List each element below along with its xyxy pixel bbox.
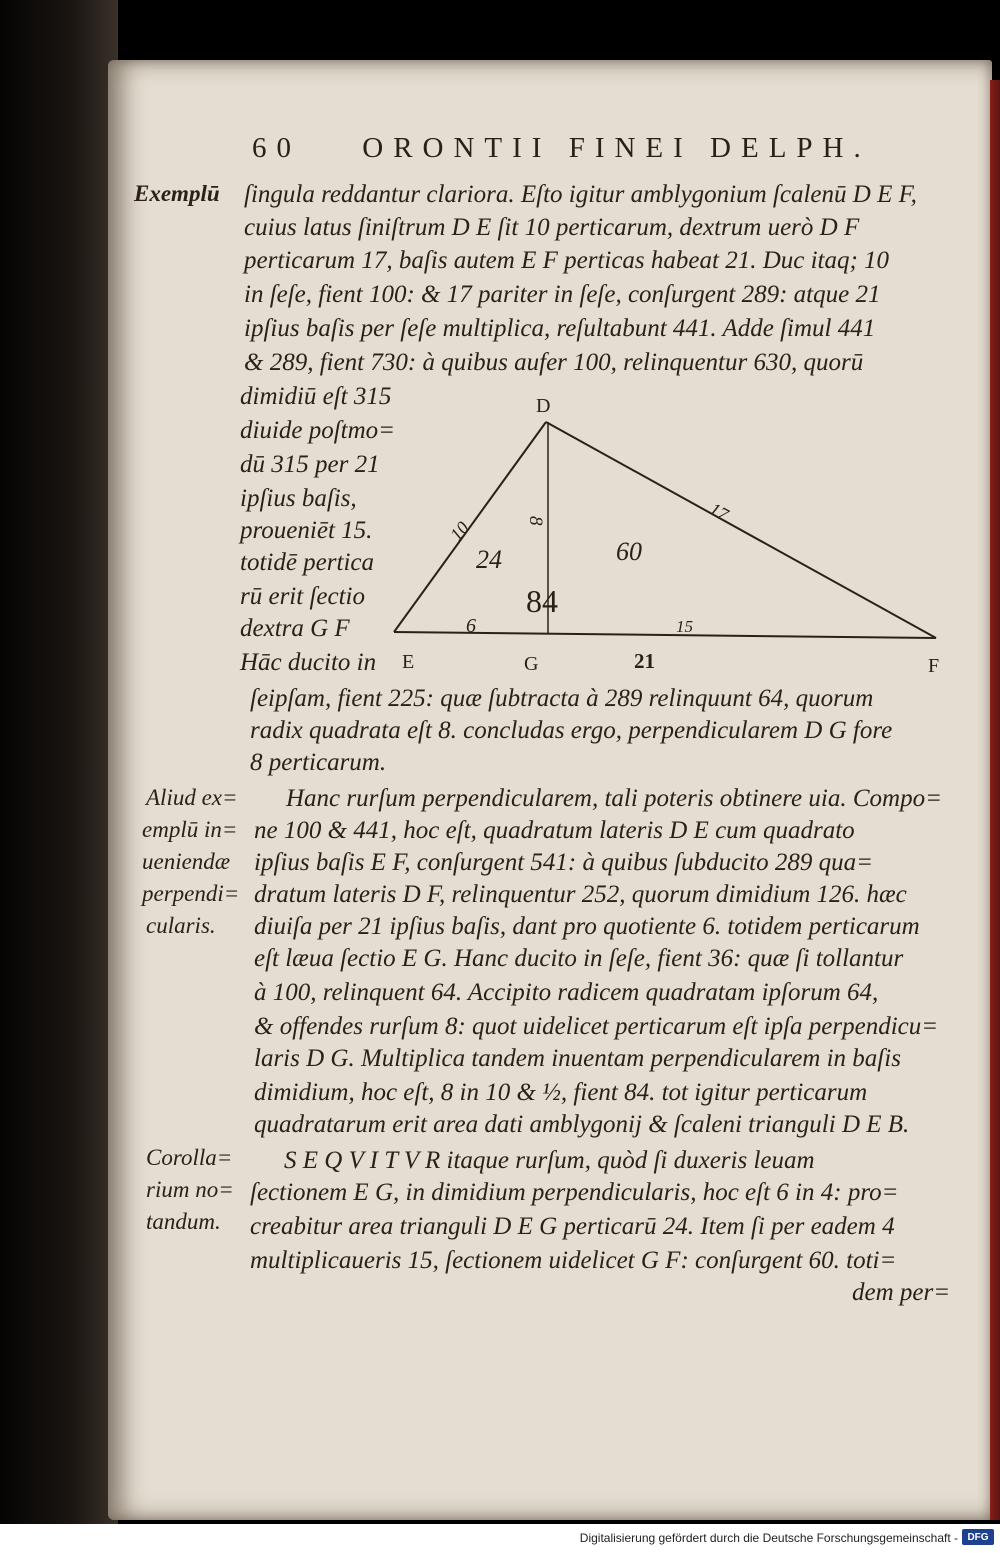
margin-note: ueniendæ (142, 849, 231, 874)
text-line: in ſeſe, fient 100: & 17 pariter in ſeſe, conſurgent 289: atque 21 (244, 281, 881, 308)
margin-note: perpendi= (142, 881, 240, 906)
footer-credit: Digitalisierung gefördert durch die Deutsche Forschungsgemeinschaft - (579, 1531, 958, 1545)
margin-note: emplū in= (142, 817, 238, 842)
label-right-area: 60 (616, 537, 642, 566)
dfg-logo: DFG (962, 1529, 994, 1545)
label-left-segment: 6 (466, 615, 476, 637)
text-line: S E Q V I T V R itaque rurſum, quòd ſi duxeris leuam (284, 1147, 815, 1174)
text-line: perticarum 17, baſis autem E F perticas habeat 21. Duc itaq; 10 (244, 247, 890, 274)
text-line: Hanc rurſum perpendicularem, tali poteris obtinere uia. Compo= (286, 785, 942, 812)
text-line: & 289, fient 730: à quibus aufer 100, relinquentur 630, quorū (244, 349, 864, 376)
text-line: ne 100 & 441, hoc eſt, quadratum lateris D E cum quadrato (254, 817, 855, 844)
text-line: diuiſa per 21 ipſius baſis, dant pro quotiente 6. totidem perticarum (254, 913, 920, 940)
text-line: creabitur area trianguli D E G perticarū 24. Item ſi per eadem 4 (250, 1213, 895, 1240)
text-line: à 100, relinquent 64. Accipito radicem quadratam ipſorum 64, (254, 979, 879, 1006)
side-de (394, 422, 546, 632)
text-line: radix quadrata eſt 8. concludas ergo, perpendicularem D G fore (250, 717, 893, 744)
page-edge (990, 80, 1000, 1520)
catchword: dem per= (852, 1279, 951, 1306)
margin-note: rium no= (146, 1177, 234, 1202)
side-text-line: totidē pertica (240, 549, 374, 576)
side-text-line: dū 315 per 21 (240, 451, 380, 478)
text-line: ipſius baſis E F, conſurgent 541: à quibus ſubducito 289 qua= (254, 849, 873, 876)
label-side-left: 10 (446, 517, 473, 545)
side-text-line: dimidiū eſt 315 (240, 383, 392, 410)
margin-note: Aliud ex= (146, 785, 238, 810)
text-line: 8 perticarum. (250, 749, 387, 776)
side-text-line: ipſius baſis, (240, 485, 357, 512)
page-number: 60 (252, 132, 301, 164)
label-d: D (536, 395, 551, 417)
label-side-right: 17 (706, 498, 732, 525)
label-total-area: 84 (526, 583, 558, 619)
triangle-diagram (380, 392, 960, 682)
label-height: 8 (525, 516, 546, 526)
side-text-line: Hāc ducito in (240, 649, 377, 676)
running-header (252, 132, 871, 165)
text-line: quadratarum erit area dati amblygonij & ſcaleni trianguli D E B. (254, 1111, 910, 1138)
side-text-line: diuide poſtmo= (240, 417, 396, 444)
text-line: & offendes rurſum 8: quot uidelicet perticarum eſt ipſa perpendicu= (254, 1013, 939, 1040)
label-right-segment: 15 (676, 617, 693, 636)
label-left-area: 24 (476, 545, 502, 574)
label-e: E (402, 651, 415, 673)
text-line: laris D G. Multiplica tandem inuentam perpendicularem in baſis (254, 1045, 901, 1072)
label-g: G (524, 653, 539, 675)
margin-note: Corolla= (146, 1145, 233, 1170)
side-df (546, 422, 936, 638)
margin-note: tandum. (146, 1209, 221, 1234)
side-text-line: rū erit ſectio (240, 583, 365, 610)
book-binding (0, 0, 118, 1553)
text-line: dimidium, hoc eſt, 8 in 10 & ½, fient 84. tot igitur perticarum (254, 1079, 868, 1106)
side-text-line: dextra G F (240, 615, 350, 642)
label-base-length: 21 (634, 649, 655, 673)
margin-note: Exemplū (134, 181, 220, 206)
text-line: multiplicaueris 15, ſectionem uidelicet G F: conſurgent 60. toti= (250, 1247, 897, 1274)
text-line: dratum lateris D F, relinquentur 252, quorum dimidium 126. hæc (254, 881, 907, 908)
text-line: ſingula reddantur clariora. Eſto igitur amblygonium ſcalenū D E F, (244, 181, 917, 208)
running-title: ORONTII FINEI DELPH. (362, 132, 871, 164)
label-f: F (928, 655, 940, 677)
text-line: cuius latus ſiniſtrum D E ſit 10 perticarum, dextrum uerò D F (244, 214, 860, 241)
side-text-line: proueniēt 15. (240, 517, 373, 544)
text-line: ſectionem E G, in dimidium perpendicularis, hoc eſt 6 in 4: pro= (250, 1179, 899, 1206)
margin-note: cularis. (146, 913, 216, 938)
text-line: ipſius baſis per ſeſe multiplica, reſultabunt 441. Adde ſimul 441 (244, 315, 876, 342)
text-line: ſeipſam, fient 225: quæ ſubtracta à 289 relinquunt 64, quorum (250, 685, 874, 712)
text-line: eſt læua ſectio E G. Hanc ducito in ſeſe, fient 36: quæ ſi tollantur (254, 945, 904, 972)
